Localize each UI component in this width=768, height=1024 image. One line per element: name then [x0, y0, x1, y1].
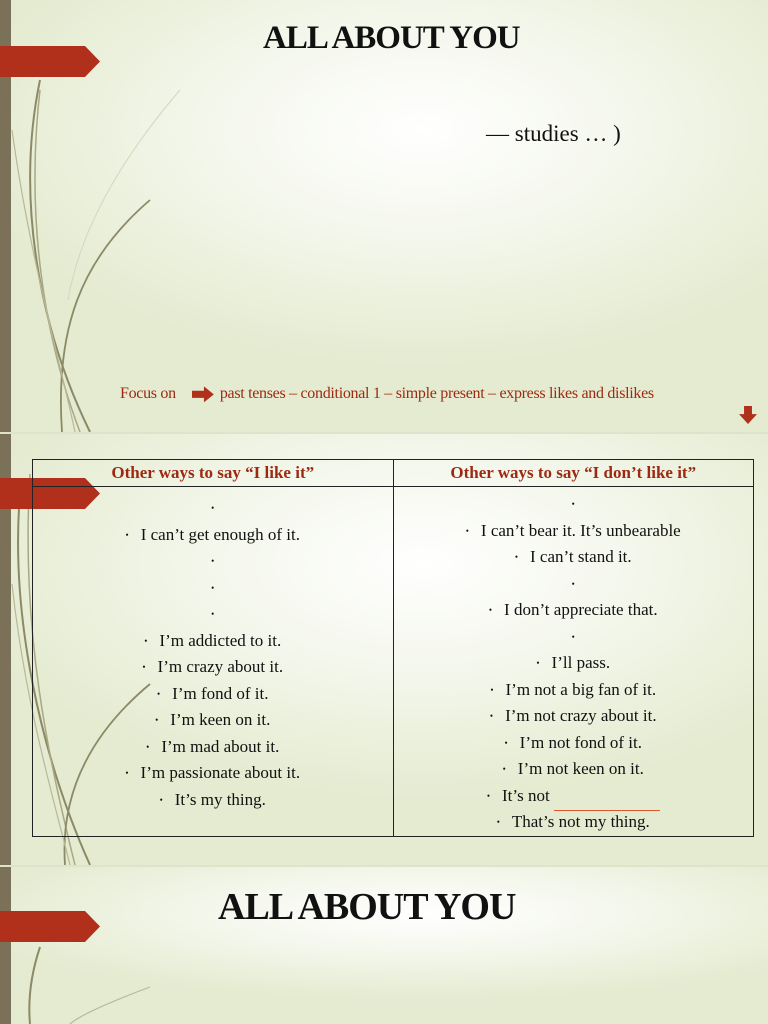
list-item	[394, 491, 754, 518]
bullet-icon: •	[488, 605, 493, 615]
list-item	[394, 783, 754, 810]
list-item	[394, 703, 754, 730]
bullet-icon: •	[159, 794, 163, 805]
list-item	[33, 707, 393, 734]
list-item	[33, 628, 393, 655]
bullet-icon: •	[211, 556, 215, 566]
decorative-swirl-lines	[0, 867, 200, 1024]
dislikes-cell	[393, 487, 754, 837]
red-tab-marker	[0, 46, 100, 77]
list-item	[394, 809, 754, 836]
bullet-icon: •	[536, 658, 540, 668]
list-item	[33, 495, 393, 522]
list-item-text: I’m passionate about it.	[140, 763, 301, 782]
slide-title: ALL ABOUT YOU	[218, 886, 516, 928]
list-item-text: It’s my thing.	[174, 789, 266, 809]
list-item	[394, 544, 754, 571]
list-item	[33, 522, 393, 549]
studies-text: — studies … )	[486, 121, 621, 146]
bullet-icon: •	[571, 631, 575, 642]
focus-label: Focus on	[120, 385, 176, 402]
bullet-icon: •	[514, 552, 518, 562]
list-item	[33, 734, 393, 761]
bullet-icon: •	[125, 768, 129, 778]
likes-list	[33, 491, 393, 813]
bullet-icon: •	[571, 499, 575, 509]
list-item	[33, 760, 393, 787]
list-item-text: I’m not keen on it.	[517, 759, 644, 778]
bullet-icon: •	[465, 525, 469, 536]
list-item-text: I’m fond of it.	[172, 683, 269, 703]
list-item-text: I can’t get enough of it.	[140, 524, 300, 544]
list-item	[394, 624, 754, 651]
bullet-icon: •	[157, 688, 161, 699]
bullet-icon: •	[125, 529, 129, 540]
fill-in-blank	[554, 791, 660, 811]
list-item	[394, 756, 754, 783]
list-item-text: I’m keen on it.	[170, 710, 271, 729]
list-item-text: I don’t appreciate that.	[504, 600, 658, 619]
list-item	[394, 677, 754, 704]
red-tab-marker	[0, 911, 100, 942]
list-item	[394, 518, 754, 545]
list-item	[33, 787, 393, 814]
list-item-text: I’m crazy about it.	[157, 657, 284, 676]
list-item	[33, 654, 393, 681]
slide-1	[0, 0, 768, 432]
list-item	[394, 650, 754, 677]
right-arrow-icon	[192, 386, 214, 402]
likes-cell	[33, 487, 394, 837]
bullet-icon: •	[155, 715, 159, 725]
list-item-text: I’m addicted to it.	[159, 630, 282, 650]
list-item	[394, 730, 754, 757]
list-item	[33, 548, 393, 575]
bullet-icon: •	[144, 635, 148, 646]
bullet-icon: •	[490, 684, 494, 695]
bullet-icon: •	[496, 817, 500, 827]
bullet-icon: •	[146, 741, 150, 752]
bullet-icon: •	[211, 609, 215, 619]
expressions-table	[32, 459, 754, 837]
list-item-text: I’ll pass.	[551, 653, 611, 672]
list-item-text: I’m not a big fan of it.	[505, 679, 657, 699]
list-item-text: I’m not fond of it.	[519, 732, 642, 752]
list-item	[33, 681, 393, 708]
focus-topics: past tenses – conditional 1 – simple present – express likes and dislikes	[219, 385, 654, 402]
slide-3	[0, 867, 768, 1024]
list-item-text: I can’t bear it. It’s unbearable	[480, 520, 681, 540]
bullet-icon: •	[211, 503, 215, 513]
slide-title: ALL ABOUT YOU	[263, 20, 520, 56]
dislikes-column-header: Other ways to say “I don’t like it”	[393, 460, 754, 487]
list-item-text: That’s not my thing.	[511, 812, 650, 831]
list-item	[394, 597, 754, 624]
list-item-text: I’m not crazy about it.	[505, 706, 657, 725]
list-item	[33, 575, 393, 602]
bullet-icon: •	[489, 711, 494, 721]
bullet-icon: •	[486, 790, 490, 801]
dislikes-list	[394, 491, 754, 836]
list-item-text: I’m mad about it.	[161, 736, 280, 756]
bullet-icon: •	[502, 764, 506, 774]
list-item-text: It’s not	[501, 785, 550, 805]
bullet-icon: •	[504, 737, 508, 748]
list-item-text: I can’t stand it.	[529, 547, 632, 566]
bullet-icon: •	[211, 582, 215, 593]
list-item	[33, 601, 393, 628]
focus-row	[120, 385, 654, 403]
list-item	[394, 571, 754, 598]
bullet-icon: •	[571, 578, 575, 589]
likes-column-header: Other ways to say “I like it”	[33, 460, 394, 487]
bullet-icon: •	[142, 662, 146, 672]
